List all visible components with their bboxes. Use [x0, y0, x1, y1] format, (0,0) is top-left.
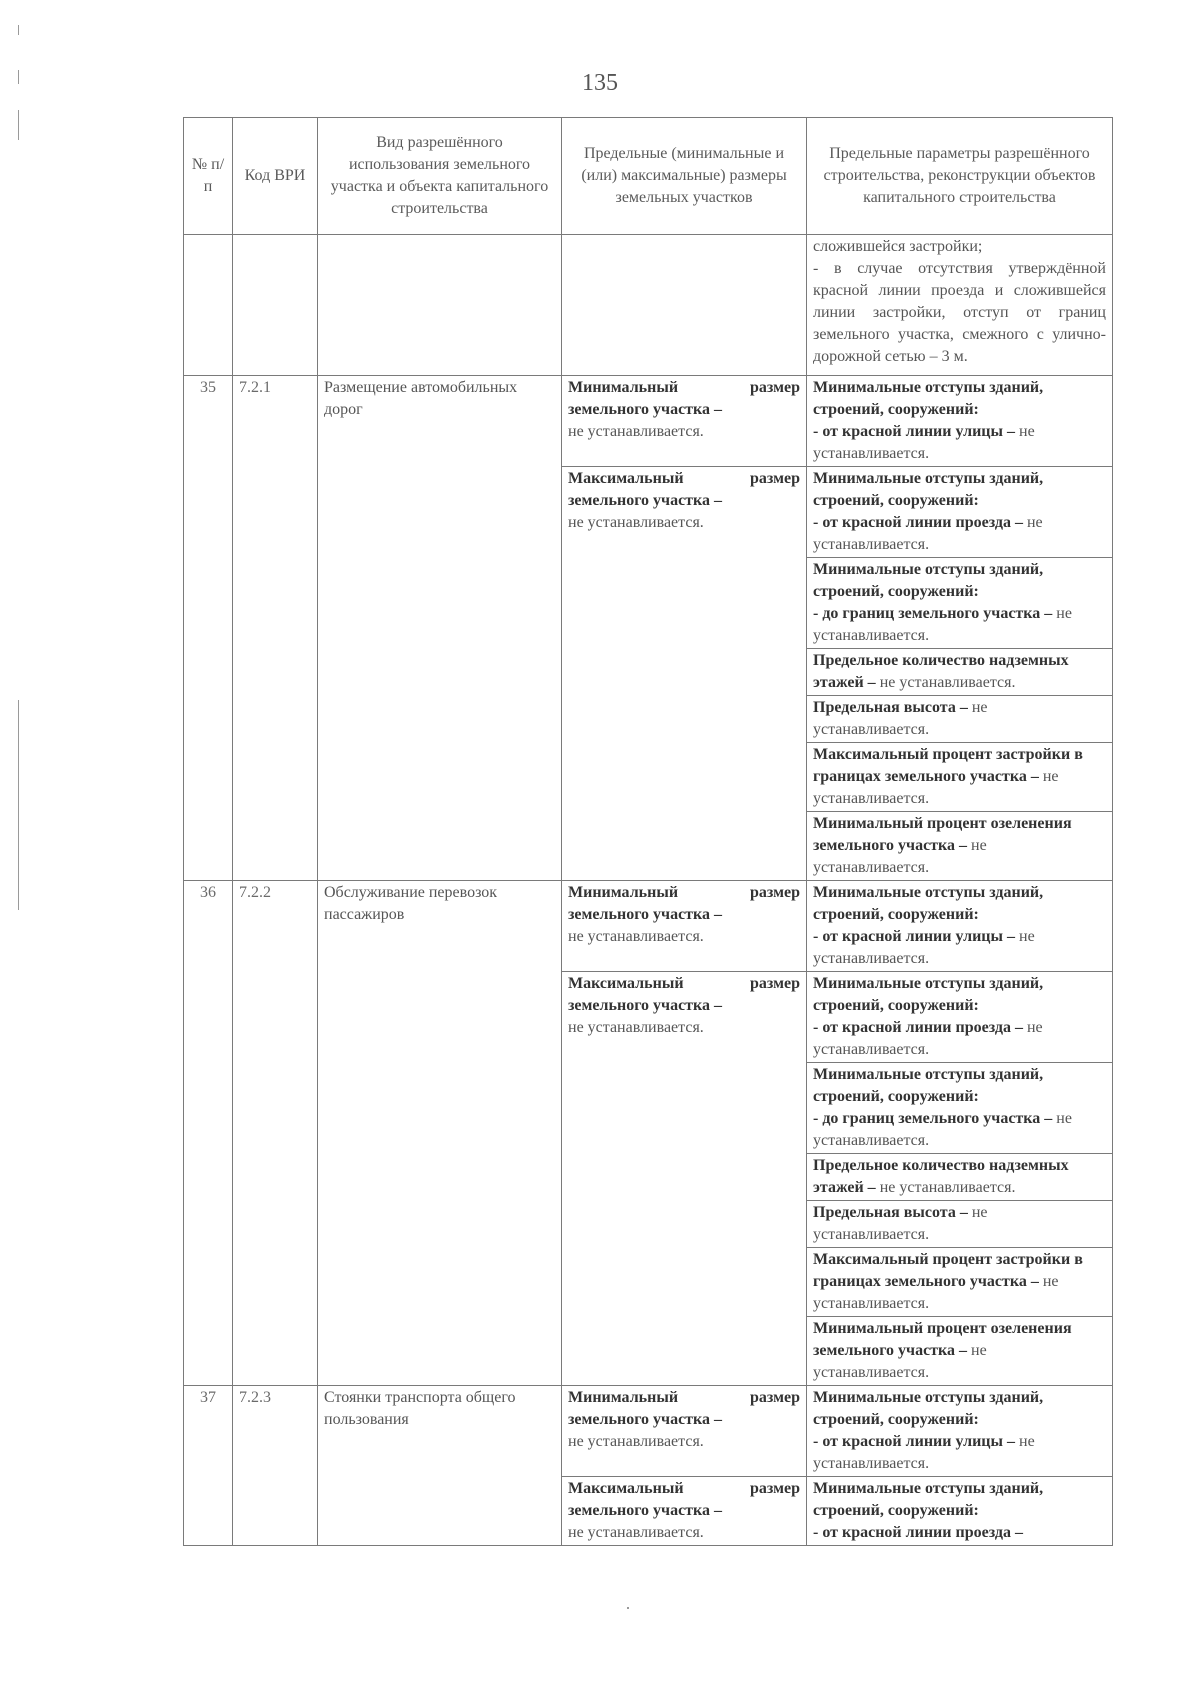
row-use: Стоянки транспорта общего пользования: [318, 1386, 562, 1546]
row-code: 7.2.3: [233, 1386, 318, 1546]
max-size-title: Максимальный размер земельного участка –: [568, 1480, 800, 1519]
continuation-line-2: - в случае отсутствия утверждённой красной линии проезда и сложившейся линии застройки, отступ от границ земельного участка, смежного с улично-дорожной сетью – 3 м.: [813, 260, 1106, 365]
param-cell: [807, 812, 1113, 881]
row-number: 37: [184, 1386, 233, 1546]
param-sub: - от красной линии улицы –: [813, 423, 1015, 440]
row-code: 7.2.1: [233, 376, 318, 881]
row-code: 7.2.2: [233, 881, 318, 1386]
param-cell: [807, 376, 1113, 467]
param-value: не устанавливается.: [813, 1342, 987, 1381]
max-size-cell: [562, 972, 807, 1386]
param-cell: [807, 881, 1113, 972]
continuation-row: [184, 235, 1113, 376]
param-title: Минимальный процент озеленения земельного участка –: [813, 1320, 1072, 1359]
page-number: 135: [582, 70, 618, 96]
continuation-line-1: сложившейся застройки;: [813, 238, 983, 255]
header-code: Код ВРИ: [233, 118, 318, 235]
param-title: Минимальный процент озеленения земельного участка –: [813, 815, 1072, 854]
max-size-value: не устанавливается.: [568, 1524, 704, 1541]
max-size-value: не устанавливается.: [568, 1019, 704, 1036]
param-value: не устанавливается.: [813, 1273, 1059, 1312]
param-value: не устанавливается.: [879, 674, 1016, 691]
scan-dot: [627, 1607, 629, 1609]
param-cell: [807, 1317, 1113, 1386]
param-value: не устанавливается.: [813, 837, 987, 876]
param-title: Минимальные отступы зданий, строений, сооружений:: [813, 561, 1044, 600]
param-cell: [807, 696, 1113, 743]
param-title: Минимальные отступы зданий, строений, сооружений:: [813, 379, 1044, 418]
min-size-title: Минимальный размер земельного участка –: [568, 1389, 800, 1428]
param-value: не устанавливается.: [813, 605, 1072, 644]
param-cell: [807, 1477, 1113, 1546]
param-sub: - от красной линии проезда –: [813, 514, 1023, 531]
max-size-value: не устанавливается.: [568, 514, 704, 531]
min-size-value: не устанавливается.: [568, 1433, 704, 1450]
param-cell: [807, 1248, 1113, 1317]
continuation-cell: [807, 235, 1113, 376]
header-size: Предельные (минимальные и (или) максимальные) размеры земельных участков: [562, 118, 807, 235]
param-title: Минимальные отступы зданий, строений, сооружений:: [813, 975, 1044, 1014]
max-size-cell: [562, 467, 807, 881]
param-value: не устанавливается.: [813, 1110, 1072, 1149]
param-title: Минимальные отступы зданий, строений, сооружений:: [813, 470, 1044, 509]
header-num: № п/п: [184, 118, 233, 235]
param-cell: [807, 1154, 1113, 1201]
row-number: 36: [184, 881, 233, 1386]
param-sub: - от красной линии проезда –: [813, 1019, 1023, 1036]
param-value: не устанавливается.: [813, 768, 1059, 807]
min-size-cell: [562, 1386, 807, 1477]
table-row: [184, 881, 1113, 972]
table-row: [184, 376, 1113, 467]
row-number: 35: [184, 376, 233, 881]
max-size-cell: [562, 1477, 807, 1546]
min-size-cell: [562, 376, 807, 467]
param-sub: - от красной линии проезда –: [813, 1524, 1023, 1541]
param-title: Предельная высота –: [813, 699, 968, 716]
param-sub: - от красной линии улицы –: [813, 1433, 1015, 1450]
row-use: Размещение автомобильных дорог: [318, 376, 562, 881]
param-title: Минимальные отступы зданий, строений, сооружений:: [813, 1066, 1044, 1105]
param-cell: [807, 558, 1113, 649]
param-sub: - до границ земельного участка –: [813, 1110, 1053, 1127]
param-title: Максимальный процент застройки в границах земельного участка –: [813, 1251, 1083, 1290]
max-size-title: Максимальный размер земельного участка –: [568, 470, 800, 509]
param-title: Минимальные отступы зданий, строений, сооружений:: [813, 1480, 1044, 1519]
param-value: не устанавливается.: [879, 1179, 1016, 1196]
param-value: не устанавливается.: [813, 514, 1043, 553]
param-title: Предельная высота –: [813, 1204, 968, 1221]
param-sub: - до границ земельного участка –: [813, 605, 1053, 622]
param-title: Максимальный процент застройки в границах земельного участка –: [813, 746, 1083, 785]
param-title: Предельное количество надземных этажей –: [813, 652, 1069, 691]
min-size-value: не устанавливается.: [568, 928, 704, 945]
param-value: не устанавливается.: [813, 928, 1035, 967]
param-title: Предельное количество надземных этажей –: [813, 1157, 1069, 1196]
header-params: Предельные параметры разрешённого строительства, реконструкции объектов капитального строительства: [807, 118, 1113, 235]
param-title: Минимальные отступы зданий, строений, сооружений:: [813, 884, 1044, 923]
param-cell: [807, 1386, 1113, 1477]
param-cell: [807, 972, 1113, 1063]
min-size-cell: [562, 881, 807, 972]
param-cell: [807, 1201, 1113, 1248]
row-use: Обслуживание перевозок пассажиров: [318, 881, 562, 1386]
param-cell: [807, 1063, 1113, 1154]
param-value: не устанавливается.: [813, 699, 988, 738]
param-value: не устанавливается.: [813, 1204, 988, 1243]
table-header-row: [184, 118, 1113, 235]
min-size-value: не устанавливается.: [568, 423, 704, 440]
max-size-title: Максимальный размер земельного участка –: [568, 975, 800, 1014]
param-cell: [807, 743, 1113, 812]
param-cell: [807, 467, 1113, 558]
header-use: Вид разрешённого использования земельного участка и объекта капитального строительства: [318, 118, 562, 235]
param-title: Минимальные отступы зданий, строений, сооружений:: [813, 1389, 1044, 1428]
param-value: не устанавливается.: [813, 1433, 1035, 1472]
param-cell: [807, 649, 1113, 696]
param-value: не устанавливается.: [813, 423, 1035, 462]
regulations-table: [183, 117, 1113, 1546]
table-row: [184, 1386, 1113, 1477]
min-size-title: Минимальный размер земельного участка –: [568, 884, 800, 923]
param-value: не устанавливается.: [813, 1019, 1043, 1058]
min-size-title: Минимальный размер земельного участка –: [568, 379, 800, 418]
param-sub: - от красной линии улицы –: [813, 928, 1015, 945]
